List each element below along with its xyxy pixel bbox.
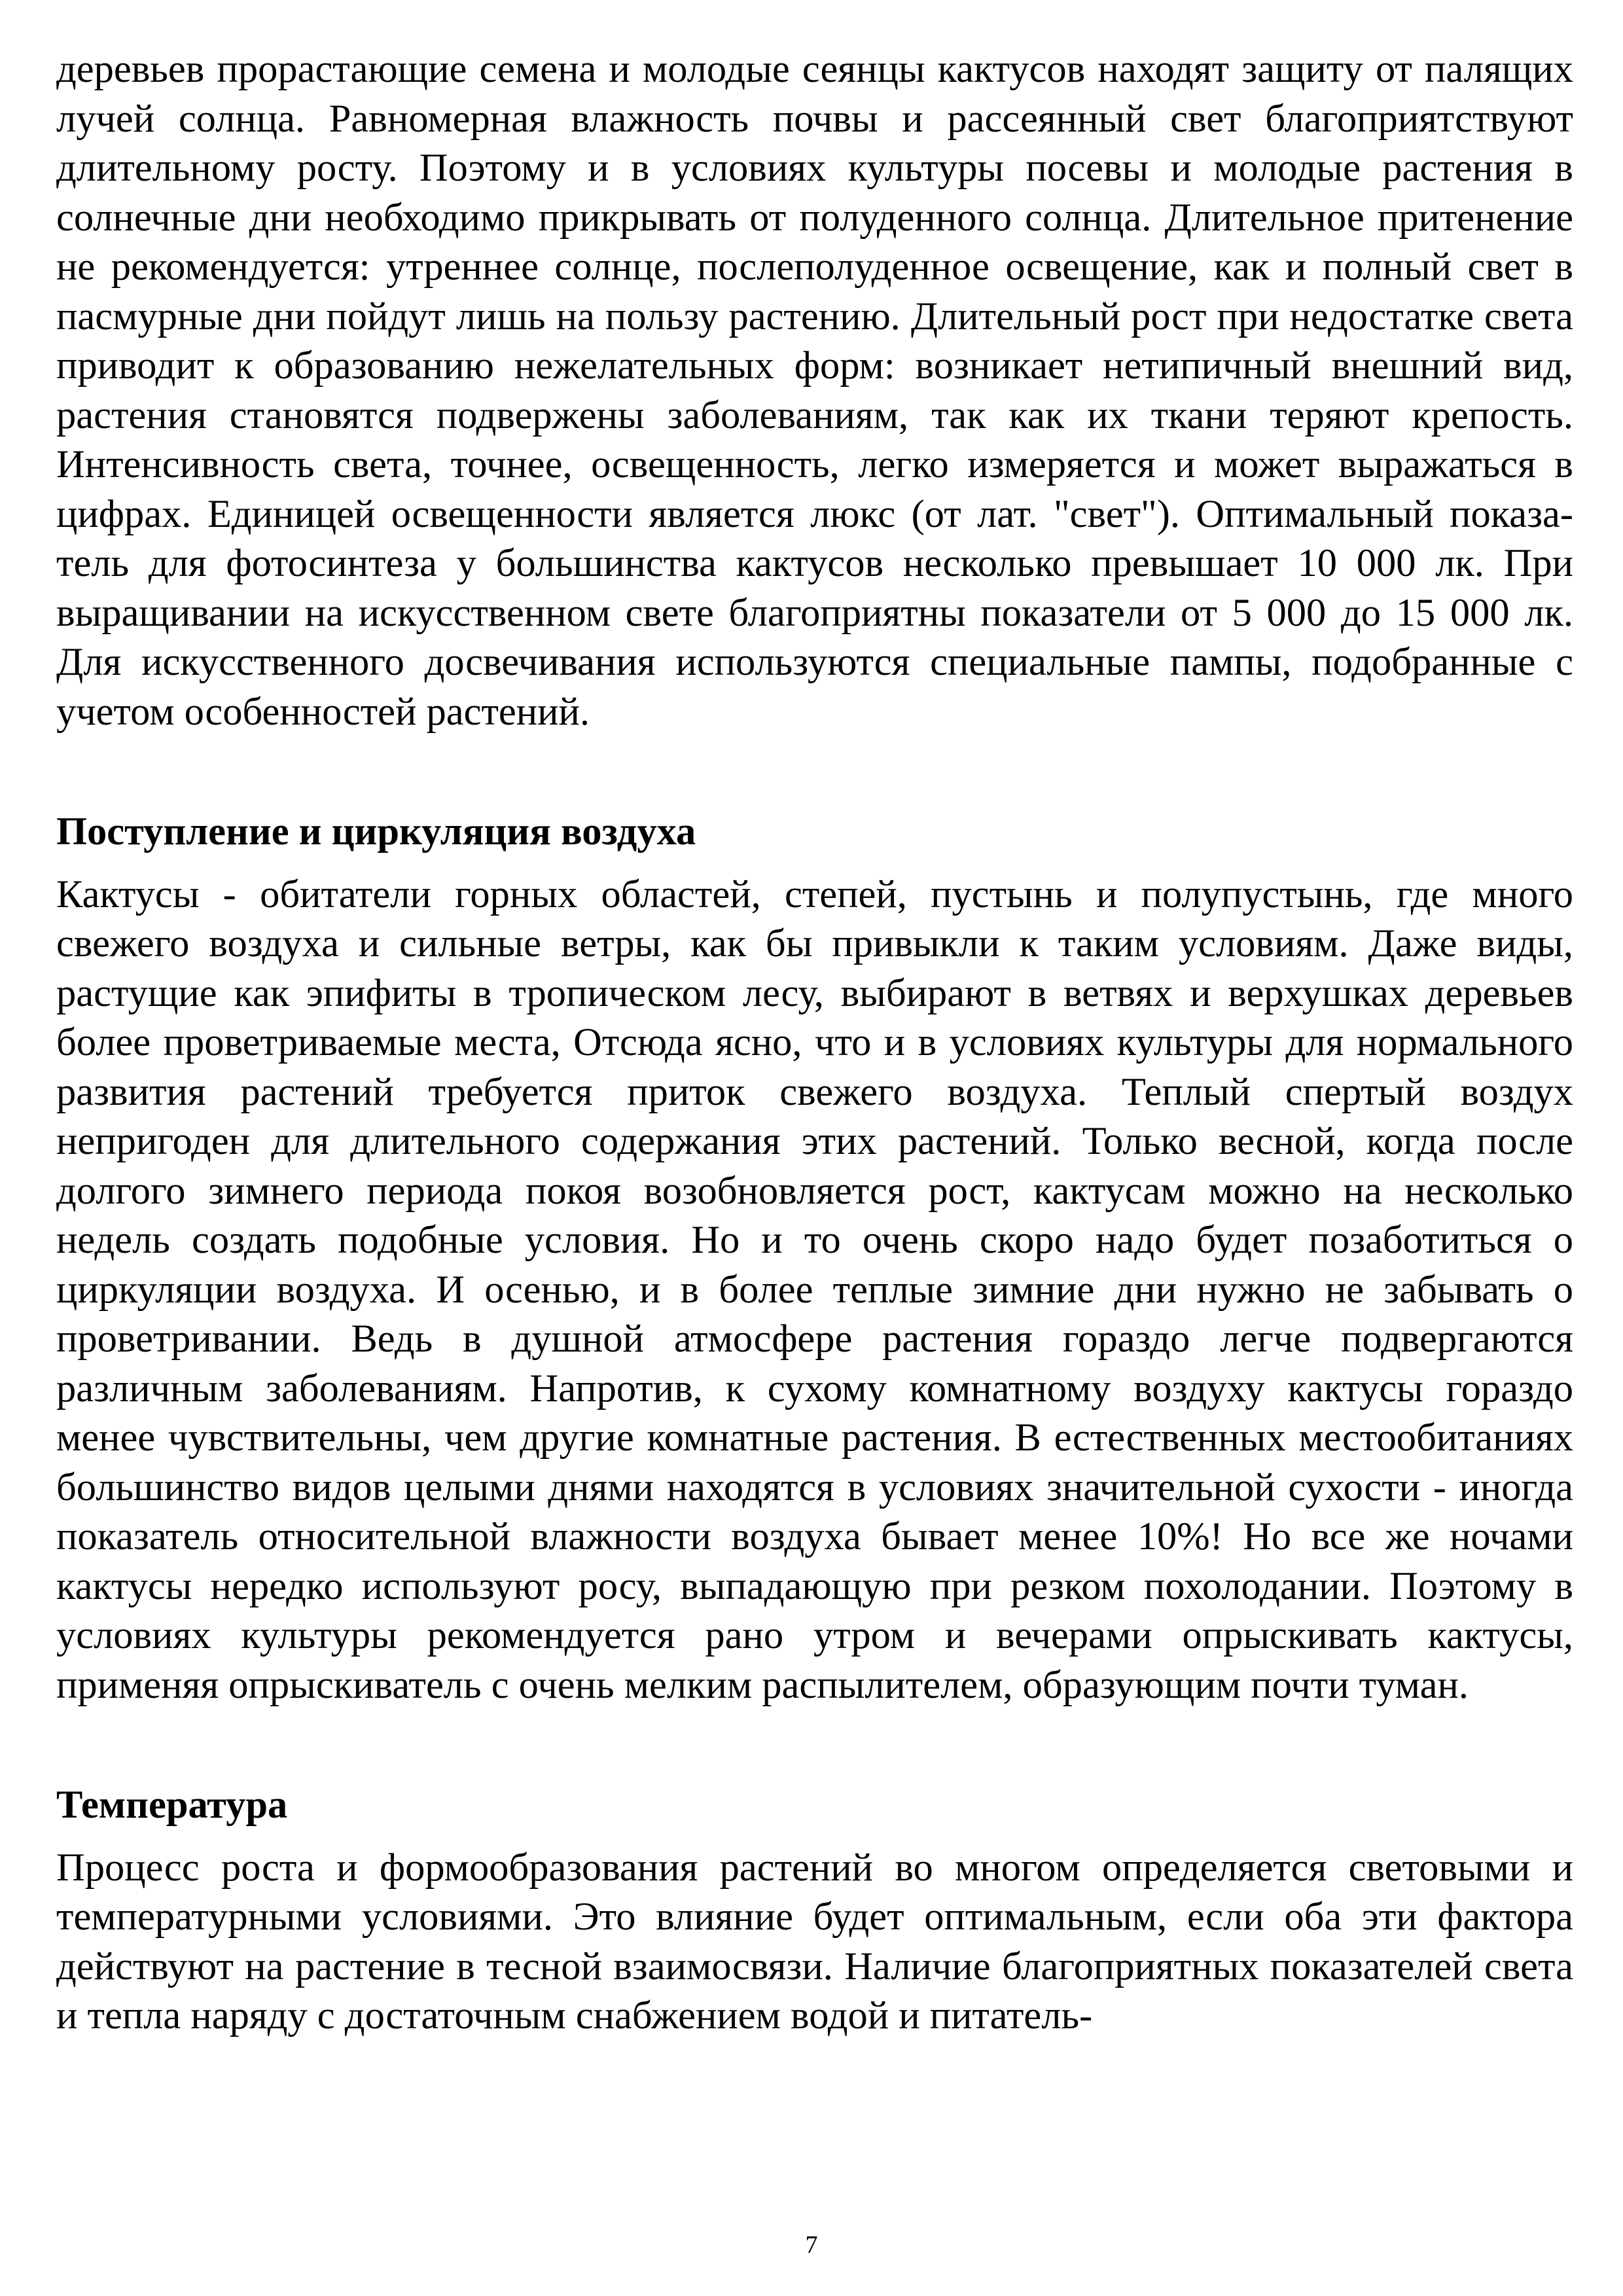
intro-paragraph: деревьев прорастающие семена и молодые сеянцы кактусов находят защиту от палящих лучей солнца. Равномерная влажность почвы и рассеянный свет благоприятствуют длительному росту. Поэтому и в условиях культуры посевы и молодые растения в солнечные дни необходимо прикрывать от полуденного солнца. Длительное притенение не рекомендуется: утреннее солнце, послеполуденное освещение, как и полный свет в пасмурные дни пойдут лишь на пользу растению. Длительный рост при недостатке света приводит к образованию нежелательных форм: возникает нетипичный внешний вид, растения становятся подвержены заболеваниям, так как их ткани теряют крепость. Интенсивность света, точнее, освещенность, легко измеряется и может выражаться в цифрах. Единицей освещенности является люкс (от лат. "свет"). Оптимальный показатель для фотосинтеза у большинства кактусов несколько превышает 10 000 лк. При выращивании на искусственном свете благоприятны показатели от 5 000 до 15 000 лк. Для искусственного досвечивания используются специальные пампы, подобранные с учетом особенностей растений. <box>56 47 1573 734</box>
page-number: 7 <box>805 2231 818 2259</box>
section-heading-air: Поступление и циркуляция воздуха <box>56 810 696 853</box>
section-paragraph-air: Кактусы - обитатели горных областей, степей, пустынь и полупустынь, где много свежего воздуха и сильные ветры, как бы привыкли к таким условиям. Даже виды, растущие как эпифиты в тропическом лесу, выбирают в ветвях и верхушках деревьев более проветриваемые места, Отсюда ясно, что и в условиях культуры для нормального развития растений требуется приток свежего воздуха. Теплый спертый воздух непригоден для длительного содержания этих растений. Только весной, когда после долгого зимнего периода покоя возобновляется рост, кактусам можно на несколько недель создать подобные условия. Но и то очень скоро надо будет позаботиться о циркуляции воздуха. И осенью, и в более теплые зимние дни нужно не забывать о проветривании. Ведь в душной атмосфере растения гораздо легче подвергаются различным заболеваниям. Напротив, к сухому комнатному воздуху кактусы гораздо менее чувствительны, чем другие комнатные растения. В естественных местообитаниях большинство видов целыми днями находятся в условиях значительной сухости - иногда показатель относительной влажности воздуха бывает менее 10%! Но все же ночами кактусы нередко используют росу, выпадающую при резком похолодании. Поэтому в условиях культуры рекомендуется рано утром и вечерами опрыскивать кактусы, применяя опрыскиватель с очень мелким распылителем, образующим почти туман. <box>56 872 1573 1707</box>
document-page <box>56 45 1573 2041</box>
heading-spacer <box>56 1830 1573 1843</box>
section-paragraph-temperature: Процесс роста и формообразования растений во многом определяется световыми и температурными условиями. Это влияние будет оптимальным, если оба эти фактора действуют на растение в тесной взаимосвязи. Наличие благоприятных показателей света и тепла наряду с достаточным снабжением водой и питатель- <box>56 1845 1573 2037</box>
heading-spacer <box>56 857 1573 870</box>
section-heading-temperature: Температура <box>56 1783 288 1827</box>
section-spacer <box>56 1710 1573 1780</box>
section-spacer <box>56 736 1573 807</box>
